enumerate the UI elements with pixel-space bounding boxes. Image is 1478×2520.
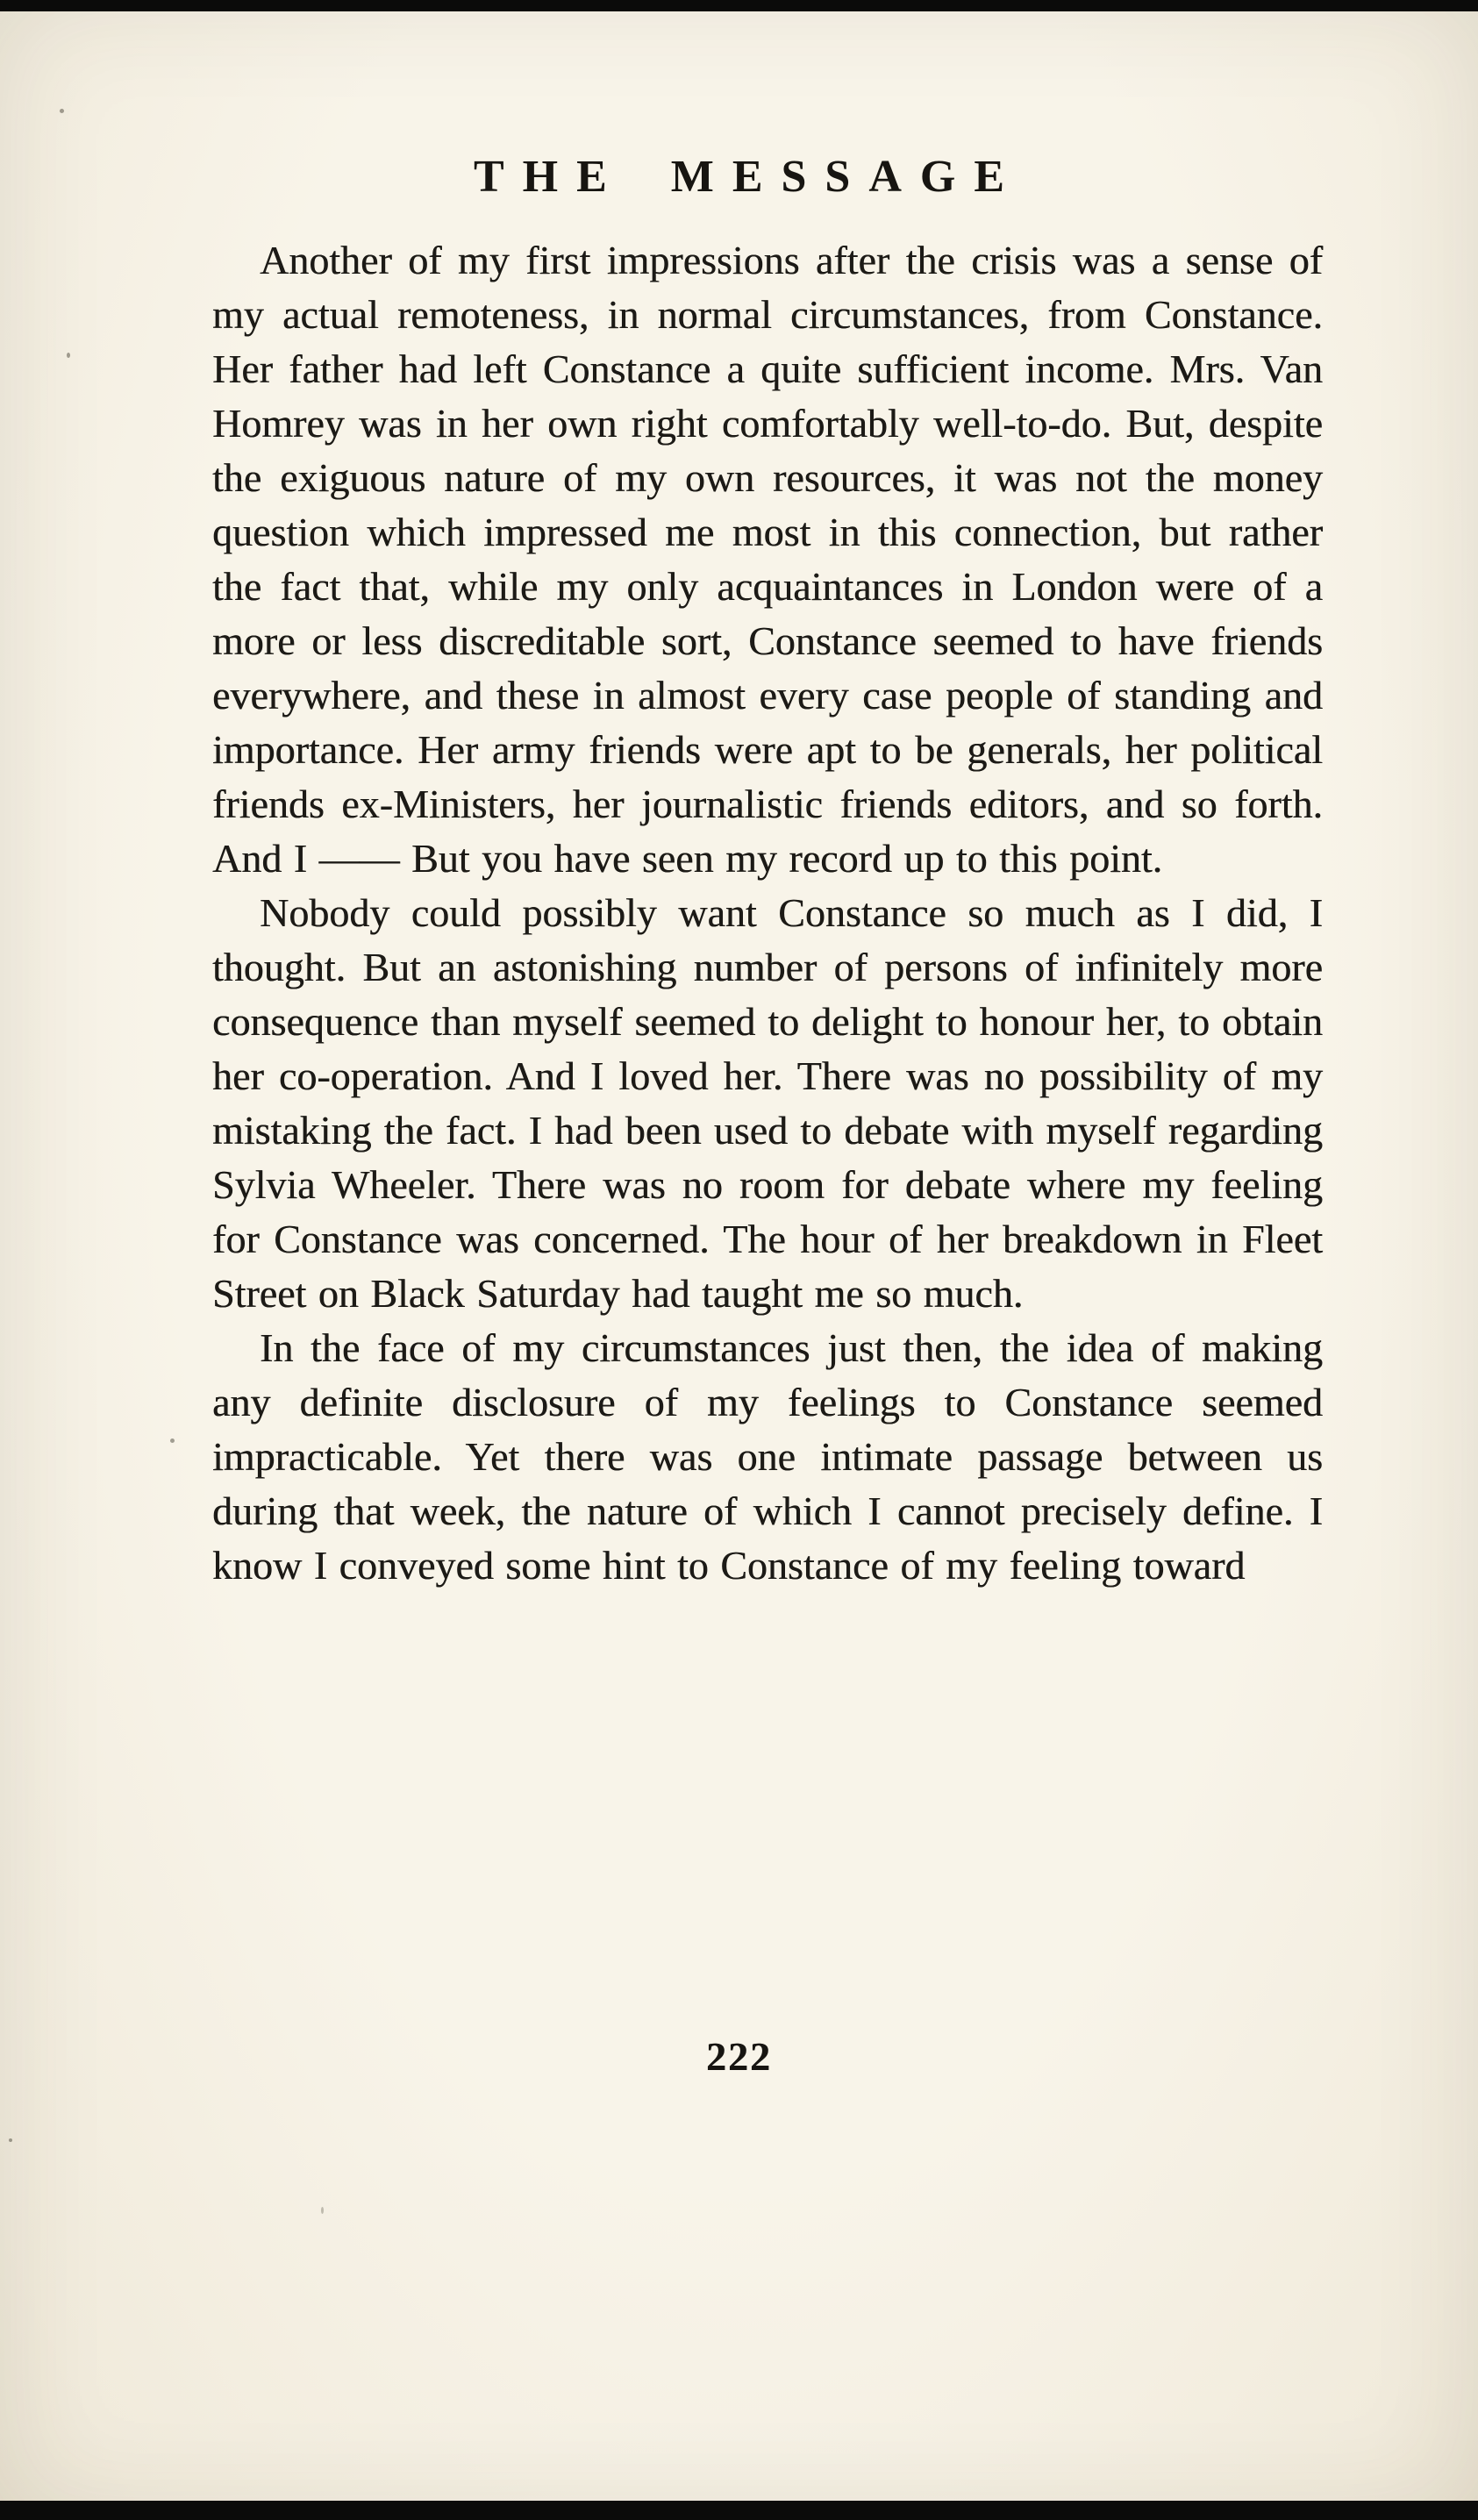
- paragraph-1: Another of my first impressions after the crisis was a sense of my actual remoteness, in normal circumstances, from Constance. Her father had left Constance a quite sufficient income. Mrs. Van Homrey was in her own right comfortably well-to-do. But, despite the exiguous nature of my own resources, it was not the money question which impressed me most in this connection, but rather the fact that, while my only acquaintances in London were of a more or less discreditable sort, Constance seemed to have friends everywhere, and these in almost every case people of standing and importance. Her army friends were apt to be generals, her political friends ex-Ministers, her journalistic friends editors, and so forth. And I —— But you have seen my record up to this point.: [212, 238, 1323, 881]
- scan-edge-top: [0, 0, 1478, 11]
- scan-speck: [60, 109, 64, 113]
- paragraph-2: Nobody could possibly want Constance so much as I did, I thought. But an astonishing number of persons of infinitely more consequence than myself seemed to delight to honour her, to obtain her co-operation. And I loved her. There was no possibility of my mistaking the fact. I had been used to debate with myself regarding Sylvia Wheeler. There was no room for debate where my feeling for Constance was concerned. The hour of her breakdown in Fleet Street on Black Saturday had taught me so much.: [212, 890, 1323, 1316]
- body-text-block: [212, 233, 1323, 1593]
- scan-edge-bottom: [0, 2501, 1478, 2520]
- scan-speck: [9, 2138, 12, 2142]
- page-title: THE MESSAGE: [473, 152, 1024, 202]
- paragraph-3: In the face of my circumstances just then, the idea of making any definite disclosure of my feelings to Constance seemed impracticable. Yet there was one intimate passage between us during that week, the nature of which I cannot precisely define. I know I conveyed some hint to Constance of my feeling toward: [212, 1325, 1323, 1588]
- page-number: 222: [706, 2034, 772, 2079]
- scan-speck: [170, 1438, 175, 1443]
- scan-speck: [321, 2207, 324, 2214]
- scan-speck: [67, 353, 70, 358]
